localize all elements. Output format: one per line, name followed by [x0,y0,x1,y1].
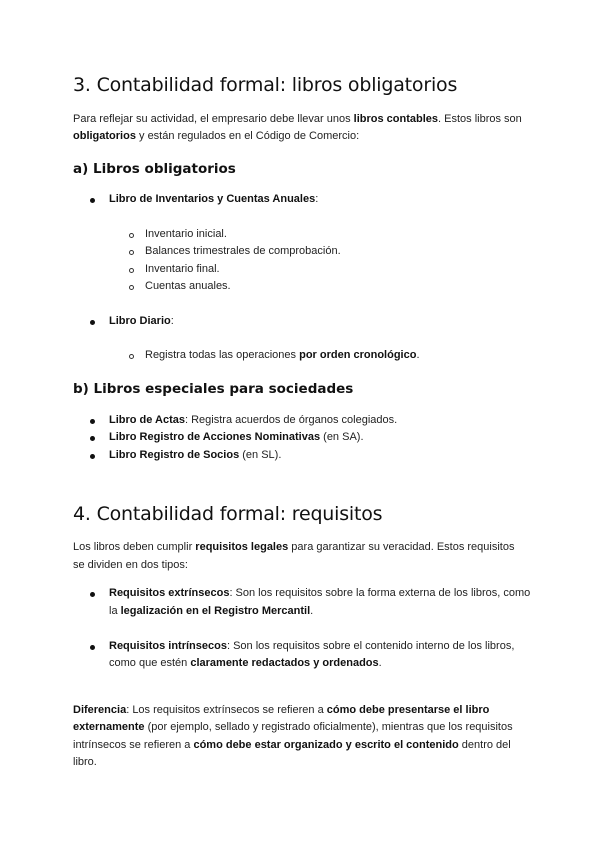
intro-text: . Estos libros son [438,113,522,125]
subsection-a-title: a) Libros obligatorios [73,161,236,177]
section-4-intro-line-1 [73,539,514,557]
diferencia-line-3 [73,737,511,755]
bullet-icon [90,454,95,459]
list-item-libro-inventarios [109,193,318,205]
sub-list-item: Balances trimestrales de comprobación. [145,245,341,257]
item-bold: Requisitos intrínsecos [109,640,227,652]
intro-text: Los libros deben cumplir [73,541,196,553]
list-item-intrinsecos-line-1 [109,638,514,656]
diferencia-text: dentro del [458,739,511,751]
bullet-icon [90,436,95,441]
intro-text: Para reflejar su actividad, el empresario debe llevar unos [73,113,354,125]
item-text: : [170,315,174,327]
intro-text: para garantizar su veracidad. Estos requisitos [288,541,515,553]
item-bold: claramente redactados y ordenados [190,657,379,669]
item-bold: Libro Registro de Socios [109,449,240,461]
diferencia-bold: cómo debe presentarse el libro [326,704,490,716]
circle-bullet-icon [129,285,134,290]
item-text: . [416,349,420,361]
diferencia-bold: Diferencia [73,704,127,716]
item-bold: legalización en el Registro Mercantil [120,605,311,617]
diferencia-line-1 [73,702,489,720]
section-3-intro-line-2 [73,128,359,146]
bullet-icon [90,419,95,424]
list-item-libro-acciones [109,431,364,443]
list-item-libro-diario [109,315,174,327]
sub-list-item: Cuentas anuales. [145,280,231,292]
subsection-b-title: b) Libros especiales para sociedades [73,381,354,397]
list-item-extrinsecos-line-2 [109,603,313,621]
section-4-title: 4. Contabilidad formal: requisitos [73,503,383,525]
bullet-icon [90,645,95,650]
section-3-intro-line-1 [73,111,522,129]
item-text: (en SL). [239,449,282,461]
diferencia-text: intrínsecos se refieren a [73,739,194,751]
bullet-icon [90,592,95,597]
list-item-extrinsecos-line-1 [109,585,530,603]
item-bold: Requisitos extrínsecos [109,587,230,599]
item-text: : Registra acuerdos de órganos colegiados. [185,414,398,426]
item-text: . [378,657,382,669]
diferencia-text: : Los requisitos extrínsecos se refieren a [126,704,327,716]
item-text: la [109,605,121,617]
diferencia-bold: cómo debe estar organizado y escrito el contenido [193,739,459,751]
item-text: como que estén [109,657,191,669]
item-bold: por orden cronológico [299,349,417,361]
list-item-libro-socios [109,449,281,461]
circle-bullet-icon [129,233,134,238]
bullet-icon [90,320,95,325]
diferencia-line-2 [73,719,513,737]
intro-bold: libros contables [353,113,439,125]
item-text: : Son los requisitos sobre la forma externa de los libros, como [229,587,531,599]
intro-bold: requisitos legales [195,541,289,553]
item-text: (en SA). [320,431,364,443]
list-item-intrinsecos-line-2 [109,655,382,673]
diferencia-text: (por ejemplo, sellado y registrado oficialmente), mientras que los requisitos [144,721,513,733]
circle-bullet-icon [129,250,134,255]
sub-list-item: Inventario inicial. [145,228,227,240]
sub-list-item [145,349,420,361]
item-text: : [315,193,319,205]
circle-bullet-icon [129,268,134,273]
section-3-title: 3. Contabilidad formal: libros obligatorios [73,74,458,96]
sub-list-item: Inventario final. [145,263,220,275]
circle-bullet-icon [129,354,134,359]
item-bold: Libro Registro de Acciones Nominativas [109,431,321,443]
item-bold: Libro Diario [109,315,171,327]
diferencia-line-4: libro. [73,756,97,768]
item-text: : Son los requisitos sobre el contenido interno de los libros, [226,640,515,652]
intro-text: y están regulados en el Código de Comercio: [135,130,360,142]
item-text: Registra todas las operaciones [145,349,300,361]
bullet-icon [90,198,95,203]
item-bold: Libro de Actas [109,414,185,426]
intro-bold: obligatorios [73,130,136,142]
item-text: . [310,605,314,617]
item-bold: Libro de Inventarios y Cuentas Anuales [109,193,316,205]
section-4-intro-line-2: se dividen en dos tipos: [73,559,188,571]
diferencia-bold: externamente [73,721,145,733]
list-item-libro-actas [109,414,397,426]
